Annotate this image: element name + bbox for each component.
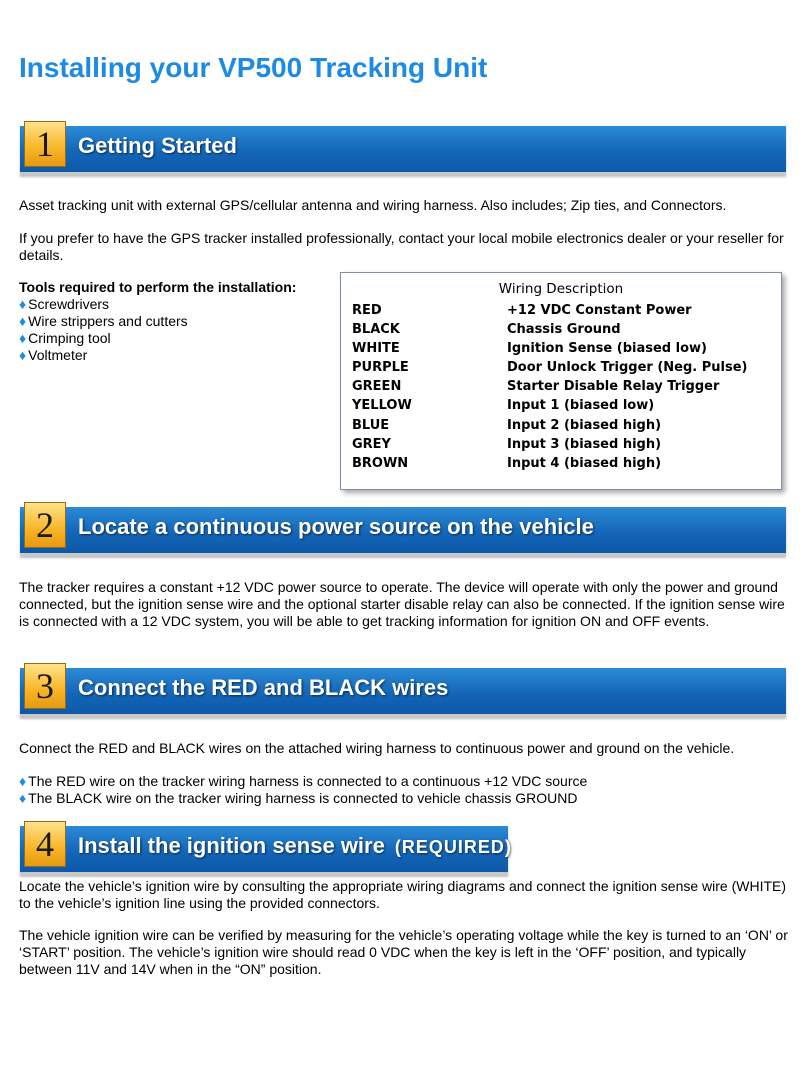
tools-list <box>19 279 296 364</box>
diamond-bullet-icon: ♦ <box>19 773 27 789</box>
list-item: ♦ Wire strippers and cutters <box>19 313 188 329</box>
diamond-bullet-icon: ♦ <box>19 347 27 363</box>
section-number-badge: 1 <box>24 121 66 167</box>
diamond-bullet-icon: ♦ <box>19 790 27 806</box>
table-row: YELLOW Input 1 (biased low) <box>352 398 655 414</box>
table-row: BLUE Input 2 (biased high) <box>352 417 662 433</box>
intro-paragraph: Asset tracking unit with external GPS/cellular antenna and wiring harness. Also includes; Zip ties, and Connectors. <box>19 197 727 213</box>
section-banner-4 <box>20 824 512 875</box>
section-number-badge: 2 <box>24 502 66 548</box>
section-title: Locate a continuous power source on the vehicle <box>78 514 594 539</box>
red-black-bullets <box>19 773 789 807</box>
table-row: GREEN Starter Disable Relay Trigger <box>352 379 720 395</box>
table-row: BLACK Chassis Ground <box>352 322 621 338</box>
red-black-paragraph: Connect the RED and BLACK wires on the attached wiring harness to continuous power and ground on the vehicle. <box>19 740 735 756</box>
page-title: Installing your VP500 Tracking Unit <box>19 52 488 83</box>
section-number-badge: 4 <box>24 821 66 867</box>
table-row: BROWN Input 4 (biased high) <box>352 455 662 471</box>
table-row: PURPLE Door Unlock Trigger (Neg. Pulse) <box>352 360 748 376</box>
list-item: ♦ The BLACK wire on the tracker wiring harness is connected to vehicle chassis GROUND <box>19 790 578 806</box>
section-number-badge: 3 <box>24 663 66 709</box>
section-title: Connect the RED and BLACK wires <box>78 675 449 700</box>
wiring-title: Wiring Description <box>498 281 624 297</box>
ignition-paragraph-1: Locate the vehicle’s ignition wire by consulting the appropriate wiring diagrams and connect the ignition sense wire (WHITE) to the vehicle’s ignition line using the provided connectors. <box>19 878 787 911</box>
diamond-bullet-icon: ♦ <box>19 313 27 329</box>
required-tag: (REQUIRED) <box>394 837 512 857</box>
list-item: ♦ Crimping tool <box>19 330 111 346</box>
power-paragraph: The tracker requires a constant +12 VDC power source to operate. The device will operate with only the power and ground connected, but the ignition sense wire and the optional starter disable relay can also be connected. If the ignition sense wire is connected with a 12 VDC system, you will be able to get tracking information for ignition ON and OFF events. <box>19 579 785 629</box>
diamond-bullet-icon: ♦ <box>19 296 27 312</box>
table-row: RED +12 VDC Constant Power <box>352 303 692 318</box>
table-row: GREY Input 3 (biased high) <box>352 436 662 452</box>
section-title: Getting Started <box>78 133 237 158</box>
section-title: Install the ignition sense wire (REQUIRED) <box>78 833 512 858</box>
section-banner-2 <box>20 507 786 556</box>
list-item: ♦ The RED wire on the tracker wiring harness is connected to a continuous +12 VDC source <box>19 773 588 789</box>
section-banner-1 <box>20 126 786 175</box>
tools-heading: Tools required to perform the installation: <box>19 279 297 295</box>
ignition-paragraph-2: The vehicle ignition wire can be verified by measuring for the vehicle’s operating voltage while the key is turned to an ‘ON’ or ‘START’ position. The vehicle’s ignition wire should read 0 VDC when the key is left in the ‘OFF’ position, and typically between 11V and 14V when in the “ON” position. <box>19 927 788 977</box>
list-item: ♦ Voltmeter <box>19 347 88 363</box>
section-banner-3 <box>20 668 786 717</box>
installer-paragraph: If you prefer to have the GPS tracker installed professionally, contact your local mobile electronics dealer or your reseller for details. <box>19 230 784 263</box>
diamond-bullet-icon: ♦ <box>19 330 27 346</box>
table-row: WHITE Ignition Sense (biased low) <box>352 341 707 357</box>
list-item: ♦ Screwdrivers <box>19 296 110 312</box>
wiring-description-box <box>340 272 782 490</box>
